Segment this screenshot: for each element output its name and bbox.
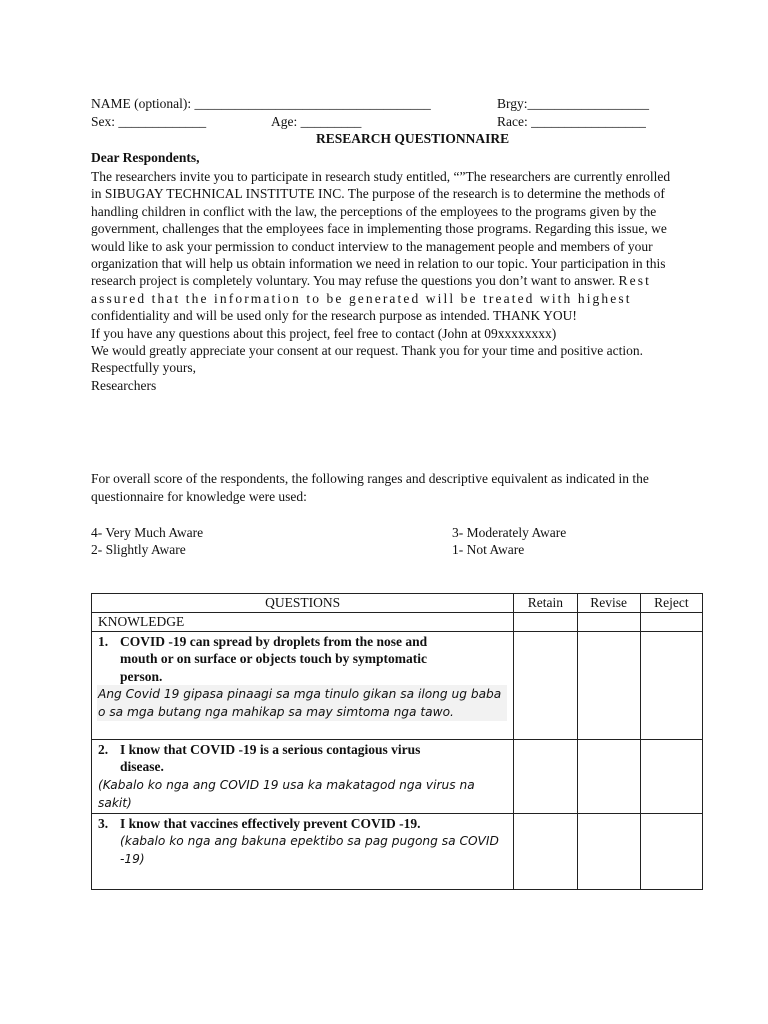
revise-cell[interactable] xyxy=(577,813,640,889)
question-number: 3. xyxy=(98,815,109,831)
sex-field: Sex: _____________ xyxy=(91,114,207,129)
question-translation: Ang Covid 19 gipasa pinaagi sa mga tinulo gikan sa ilong ug baba o sa mga butang nga mahikap sa may simtoma nga tawo. xyxy=(97,685,507,721)
salutation: Dear Respondents, xyxy=(91,150,200,165)
header-revise: Revise xyxy=(577,594,640,613)
document-title: RESEARCH QUESTIONNAIRE xyxy=(316,131,510,146)
category-row xyxy=(92,613,703,632)
header-reject: Reject xyxy=(640,594,702,613)
appreciation-line: We would greatly appreciate your consent at our request. Thank you for your time and positive action. xyxy=(91,343,643,359)
race-field: Race: _________________ xyxy=(497,114,646,129)
table-row xyxy=(92,631,703,739)
revise-cell[interactable] xyxy=(577,631,640,739)
scoring-intro: For overall score of the respondents, the following ranges and descriptive equivalent as indicated in the questionnaire for knowledge were used: xyxy=(91,471,649,504)
letter-paragraph xyxy=(91,168,681,325)
retain-cell[interactable] xyxy=(514,613,577,632)
question-text: I know that vaccines effectively prevent COVID -19. xyxy=(120,815,421,831)
scale-3: 3- Moderately Aware xyxy=(452,525,567,540)
table-row xyxy=(92,739,703,813)
reject-cell[interactable] xyxy=(640,813,702,889)
scale-1: 1- Not Aware xyxy=(452,542,525,557)
questions-table xyxy=(91,593,703,890)
question-translation: (Kabalo ko nga ang COVID 19 usa ka makatagod nga virus na sakit) xyxy=(98,777,475,810)
revise-cell[interactable] xyxy=(577,613,640,632)
revise-cell[interactable] xyxy=(577,739,640,813)
letter-text-spaced: Rest assured that the information to be generated will be treated with highest xyxy=(91,273,651,306)
question-text: I know that COVID -19 is a serious contagious virus disease. xyxy=(120,741,421,774)
reject-cell[interactable] xyxy=(640,739,702,813)
question-cell xyxy=(92,631,514,739)
retain-cell[interactable] xyxy=(514,739,577,813)
header-questions: QUESTIONS xyxy=(92,594,514,613)
signature-line: Researchers xyxy=(91,377,157,393)
scale-2: 2- Slightly Aware xyxy=(91,542,186,557)
header-retain: Retain xyxy=(514,594,577,613)
table-row xyxy=(92,813,703,889)
reject-cell[interactable] xyxy=(640,613,702,632)
letter-text-b: confidentiality and will be used only for the research purpose as intended. THANK YOU! xyxy=(91,308,577,324)
question-number: 2. xyxy=(98,741,109,757)
table-header-row xyxy=(92,594,703,613)
retain-cell[interactable] xyxy=(514,813,577,889)
name-field: NAME (optional): ___________________________________ xyxy=(91,96,431,111)
question-cell xyxy=(92,739,514,813)
reject-cell[interactable] xyxy=(640,631,702,739)
question-number: 1. xyxy=(98,633,109,649)
question-cell xyxy=(92,813,514,889)
retain-cell[interactable] xyxy=(514,631,577,739)
letter-text-a: The researchers invite you to participate in research study entitled, “”The researchers are currently enrolled in SIBUGAY TECHNICAL INSTITUTE INC. The purpose of the research is to determine the methods of handling children in conflict with the law, the perceptions of the employees to the programs given by the government, challenges that the employees face in implementing those programs. Regarding this issue, we would like to ask your permission to conduct interview to the management people and members of your organization that will help us obtain information we need in relation to our topic. Your participation in this research project is completely voluntary. You may refuse the questions you don’t want to answer. xyxy=(91,169,671,289)
contact-line: If you have any questions about this project, feel free to contact (John at 09xxxxxxxx) xyxy=(91,325,557,341)
scale-4: 4- Very Much Aware xyxy=(91,525,204,540)
question-translation: (kabalo ko nga ang bakuna epektibo sa pag pugong sa COVID -19) xyxy=(120,834,499,866)
closing-line: Respectfully yours, xyxy=(91,360,196,376)
age-field: Age: _________ xyxy=(271,114,362,129)
question-text: COVID -19 can spread by droplets from the nose and mouth or on surface or objects touch by symptomatic person. xyxy=(120,633,428,684)
brgy-field: Brgy:__________________ xyxy=(497,96,650,111)
letter-body xyxy=(91,168,681,394)
category-knowledge: KNOWLEDGE xyxy=(92,613,514,632)
